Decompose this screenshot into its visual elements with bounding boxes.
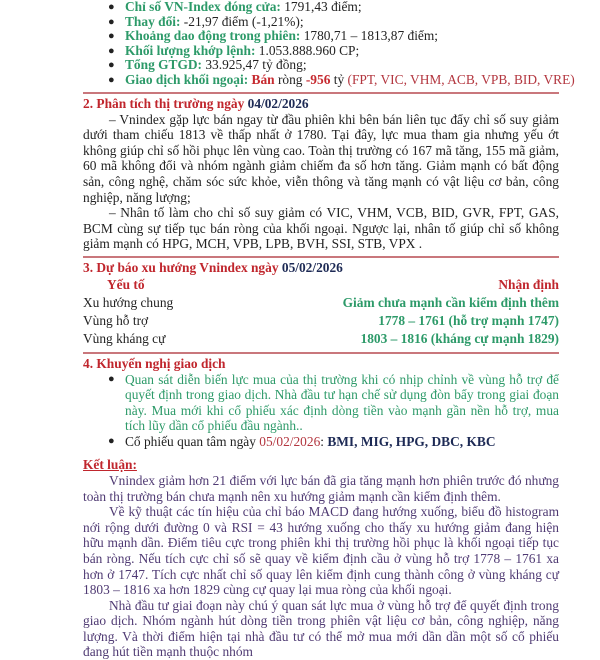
market-summary-list [83, 0, 575, 88]
section-divider [83, 352, 559, 354]
section-4-heading: 4. Khuyến nghị giao dịch [83, 355, 226, 371]
bullet-icon: ● [108, 30, 115, 43]
bullet-icon: ● [108, 59, 115, 72]
table-row: Vùng kháng cự 1803 – 1816 (kháng cự mạnh 1829) [83, 330, 559, 346]
summary-item: ● Thay đổi: -21,97 điểm (-1,21%); [108, 13, 304, 29]
bullet-icon: ● [108, 73, 115, 86]
conclusion-heading: Kết luận: [83, 456, 137, 472]
bullet-icon: ● [108, 44, 115, 57]
summary-item: ● Khối lượng khớp lệnh: 1.053.888.960 CP; [108, 42, 360, 58]
bullet-icon: ● [108, 372, 115, 385]
market-analysis-text: – Vnindex gặp lực bán ngay từ đầu phiên khi bên bán liên tục đẩy chỉ số suy giảm dưới tham chiếu 1813 về thấp nhất ở 1780. Tại đây, lực mua tham gia nhưng yếu ớt không giúp chỉ số hồi phục lên vùng cao. Toàn thị trường có 167 mã tăng, 155 mã giảm, 60 mã không đổi và nhóm ngành giảm chiếm đa số hơn tăng. Giảm mạnh có bất động sản, công nghệ, chăm sóc sức khỏe, viễn thông và tăng mạnh có vật liệu cơ bản, công nghiệp, năng lượng; – Nhân tố làm cho chỉ số suy giảm có VIC, VHM, VCB, BID, GVR, FPT, GAS, BCM cùng sự tiếp tục bán ròng của khối ngoại. Ngược lại, nhân tố giúp chỉ số không giảm mạnh có HPG, MCH, VPB, LPB, BVH, SSI, STB, VPX . [83, 111, 559, 252]
bullet-icon: ● [108, 1, 115, 13]
conclusion-text: Vnindex giảm hơn 21 điểm với lực bán đã gia tăng mạnh hơn phiên trước đó nhưng toàn thị trường bán chưa mạnh nên xu hướng giảm mạnh cần kiểm định thêm. Về kỹ thuật các tín hiệu của chỉ báo MACD đang hướng xuống, biểu đồ histogram nới rộng dưới đường 0 và RSI = 43 hướng xuống cho thấy xu hướng giảm đang hiện hữu mạnh dần. Điểm tiêu cực trong phiên khi thị trường hồi phục là khối ngoại tiếp tục bán ròng. Nếu tích cực chỉ số sẽ quay về kiểm định cầu ở vùng hỗ trợ 1778 – 1761 xa hơn ở 1747. Tích cực nhất chỉ số quay lên kiểm định cung thành công ở vùng kháng cự 1803 – 1816 xa hơn 1829 cùng cự quay lại mua ròng của khối ngoại. Nhà đầu tư giai đoạn này chú ý quan sát lực mua ở vùng hỗ trợ để quyết định trong giao dịch. Nhóm ngành hút dòng tiền trong phiên vật liệu cơ bản, công nghiệp, năng lượng. Và thời điểm hiện tại nhà đầu tư có thể mở mua mới dần dần một số cổ phiếu đang hút tiền mạnh thuộc nhóm [83, 472, 559, 660]
summary-item: ● Chỉ số VN-Index đóng cửa: 1791,43 điểm; [108, 0, 362, 14]
table-row: Xu hướng chung Giảm chưa mạnh cần kiểm định thêm [83, 294, 559, 310]
section-divider [83, 256, 559, 258]
table-row: Vùng hỗ trợ 1778 – 1761 (hỗ trợ mạnh 1747) [83, 312, 559, 328]
section-2-heading: 2. Phân tích thị trường ngày 04/02/2026 [83, 95, 309, 111]
foreign-trading-item: ● Giao dịch khối ngoại: Bán ròng -956 tỷ (FPT, VIC, VHM, ACB, VPB, BID, VRE) [108, 71, 575, 87]
forecast-table [83, 276, 559, 348]
recommendation-list [83, 372, 559, 449]
summary-item: ● Tổng GTGD: 33.925,47 tỷ đồng; [108, 57, 307, 73]
recommendation-item: ● Quan sát diễn biến lực mua của thị trường khi có nhịp chỉnh về vùng hỗ trợ để quyết định trong giao dịch. Nhà đầu tư hạn chế sử dụng đòn bẩy trong giai đoạn này. Mua mới khi cổ phiếu xác định dòng tiền vào mạnh gần nền hỗ trợ, mua tích lũy dần cổ phiếu đầu ngành.. [108, 371, 559, 434]
report-page [83, 0, 575, 660]
section-divider [83, 92, 559, 94]
watchlist-item: ● Cổ phiếu quan tâm ngày 05/02/2026: BMI, MIG, HPG, DBC, KBC [108, 433, 496, 449]
table-header: Yếu tố Nhận định [107, 276, 559, 292]
section-3-heading: 3. Dự báo xu hướng Vnindex ngày 05/02/2026 [83, 259, 343, 275]
bullet-icon: ● [108, 15, 115, 28]
summary-item: ● Khoảng dao động trong phiên: 1780,71 – 1813,87 điểm; [108, 28, 438, 44]
bullet-icon: ● [108, 434, 115, 447]
